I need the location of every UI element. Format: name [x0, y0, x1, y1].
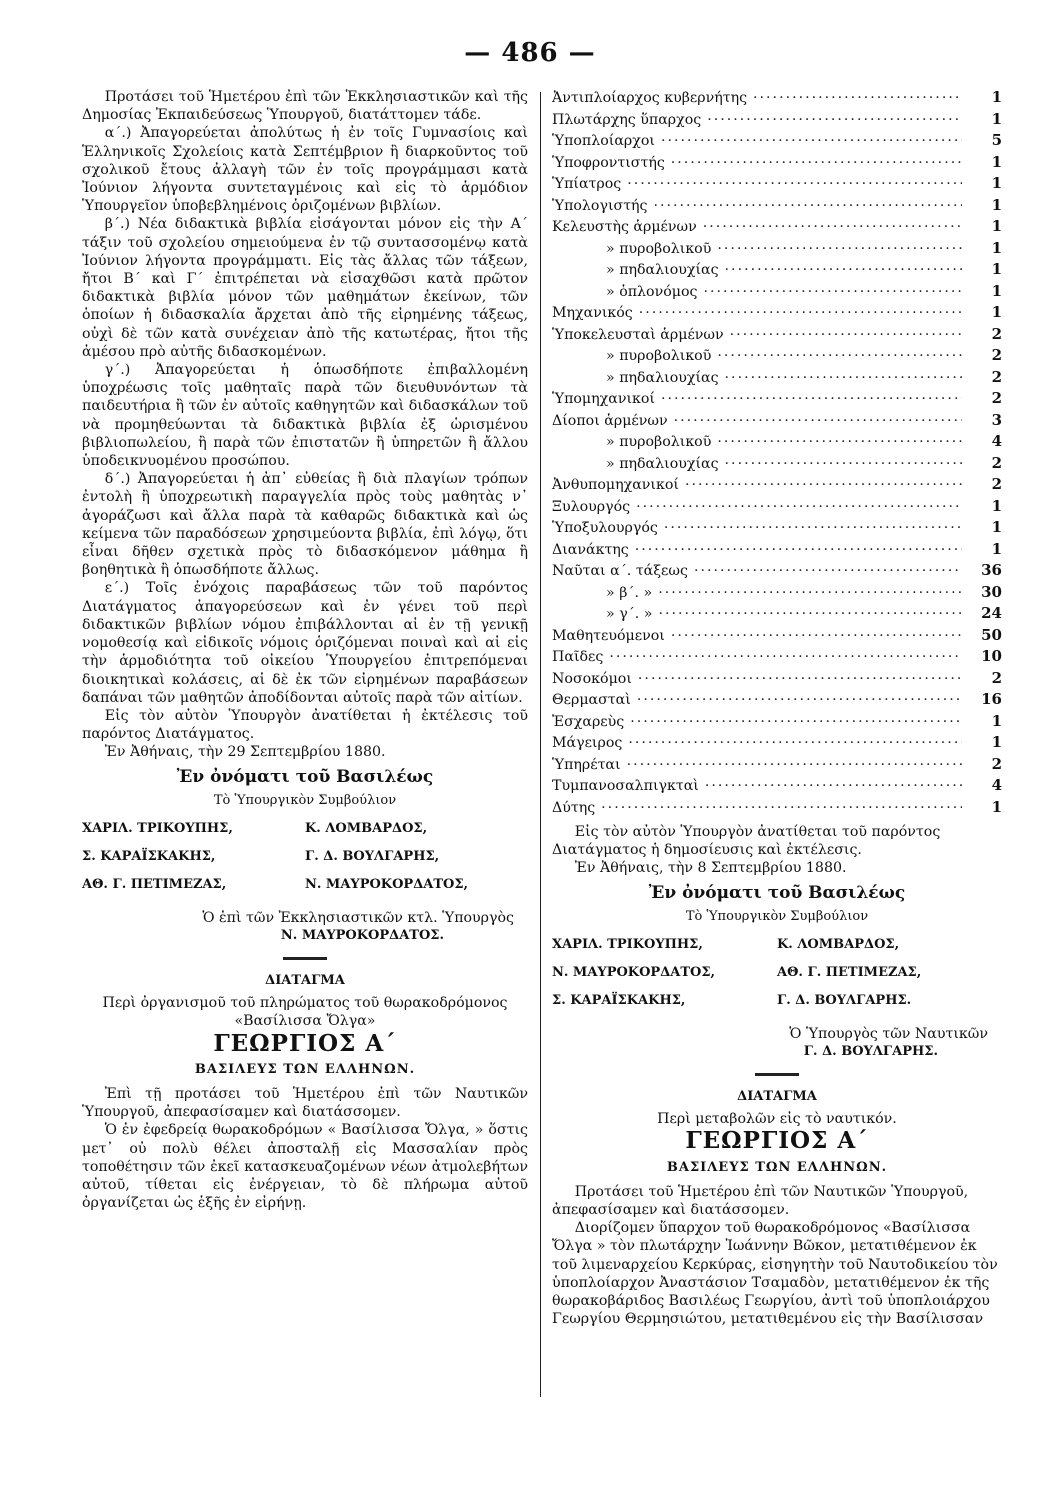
left-king-name: ΓΕΩΡΓΙΟΣ Α΄: [213, 1029, 397, 1057]
crew-role: Δίοποι ἁρμένων: [552, 412, 668, 429]
left-date: Ἐν Ἀθήναις, τὴν 29 Σεπτεμβρίου 1880.: [104, 744, 386, 761]
dot-leader: [707, 111, 962, 129]
left-decree-paragraph: Ὁ ἐν ἐφεδρείᾳ θωρακοδρόμων « Βασίλισσα Ὄλγα, » ὅστις μετ᾽ οὐ πολὺ θέλει ἀποσταλῇ εἰς Μασσαλίαν πρὸς τοποθέτησιν τῶν ἐκεῖ κατασκευαζομένων νέων ἀτμολεβήτων αὐτοῦ, τίθεται εἰς ἐνέργειαν, τὸ δὲ πλήρωμα αὐτοῦ ὀργανίζεται ὡς ἑξῆς ἐν εἰρήνῃ.: [82, 1122, 528, 1212]
right-date: Ἐν Ἀθήναις, τὴν 8 Σεπτεμβρίου 1880.: [574, 860, 847, 877]
dot-leader: [628, 734, 962, 752]
crew-count: 4: [991, 432, 1002, 450]
signatory: Σ. ΚΑΡΑΪΣΚΑΚΗΣ,: [552, 993, 686, 1009]
crew-role: » πηδαλιουχίας: [606, 455, 719, 472]
crew-count: 2: [991, 475, 1002, 493]
crew-count: 1: [991, 711, 1002, 730]
crew-role: Διανάκτης: [552, 541, 629, 558]
signatory: ΧΑΡΙΛ. ΤΡΙΚΟΥΠΗΣ,: [82, 820, 233, 836]
dot-leader: [661, 132, 962, 150]
crew-row: [552, 282, 1002, 304]
dot-leader: [627, 175, 962, 193]
dot-leader: [703, 218, 962, 236]
left-king-title: ΒΑΣΙΛΕΥΣ ΤΩΝ ΕΛΛΗΝΩΝ.: [194, 1061, 416, 1077]
crew-count: 1: [991, 539, 1002, 558]
dot-leader: [635, 541, 962, 559]
dot-leader: [753, 89, 962, 107]
right-section-rule: [755, 1073, 799, 1076]
left-minister-title: Ὁ ἐπὶ τῶν Ἐκκλησιαστικῶν κτλ. Ὑπουργὸς: [202, 909, 514, 926]
crew-role: » πηδαλιουχίας: [606, 262, 719, 278]
crew-role: » β΄. »: [606, 584, 653, 601]
crew-row: [552, 217, 1002, 239]
signatory: Γ. Δ. ΒΟΥΛΓΑΡΗΣ,: [305, 849, 440, 865]
crew-row: [552, 303, 1002, 325]
crew-count: 2: [991, 668, 1002, 687]
dot-leader: [658, 605, 962, 623]
crew-count: 2: [991, 346, 1002, 364]
right-minister-name: Γ. Δ. ΒΟΥΛΓΑΡΗΣ.: [803, 1043, 938, 1059]
left-minister-name: Ν. ΜΑΥΡΟΚΟΡΔΑΤΟΣ.: [280, 927, 444, 943]
dot-leader: [717, 240, 962, 258]
right-decree-subject: Περὶ μεταβολῶν εἰς τὸ ναυτικόν.: [657, 1111, 897, 1128]
crew-count: 2: [991, 754, 1002, 773]
crew-row: [552, 432, 1002, 454]
crew-row: [552, 497, 1002, 519]
left-signatories: [82, 820, 528, 895]
crew-count: 2: [991, 324, 1002, 343]
dot-leader: [725, 261, 962, 279]
crew-count: 1: [991, 195, 1002, 214]
crew-role: Μαθητευόμενοι: [552, 627, 665, 644]
left-in-name-of-king: Ἐν ὀνόματι τοῦ Βασιλέως: [176, 766, 434, 787]
right-execution-clause: Εἰς τὸν αὐτὸν Ὑπουργὸν ἀνατίθεται τοῦ παρόντος Διατάγματος ἡ δημοσίευσις καὶ ἐκτέλεσις.: [552, 824, 941, 859]
signatory: Κ. ΛΟΜΒΑΡΔΟΣ,: [777, 937, 900, 953]
dot-leader: [705, 777, 962, 795]
dot-leader: [630, 713, 962, 731]
crew-role: Ἐσχαρεὺς: [552, 713, 625, 730]
crew-role: Δύτης: [552, 799, 596, 816]
dot-leader: [725, 369, 962, 387]
crew-count: 1: [991, 217, 1002, 235]
crew-row: [552, 755, 1002, 777]
crew-count: 1: [991, 109, 1002, 128]
left-paragraph-d: δ΄.) Ἀπαγορεύεται ἡ ἀπ᾽ εὐθείας ἢ διὰ πλαγίων τρόπων ἐντολὴ ἢ ὑποχρεωτικὴ παραγγελία πρὸς τοὺς μαθητὰς ν᾽ ἀγοράζωσι καὶ ἄλλα παρὰ τὰ καθαρῶς διδακτικὰ καὶ ὡς κείμενα τῶν παραδόσεων χρησιμεύοντα βιβλία, ἐπὶ λόγῳ, ὅτι εἶναι δῆθεν σχετικὰ πρὸς τὸ διδασκόμενον μάθημα ἢ βοηθητικὰ ἢ ὁπωσδήποτε ἄλλως.: [82, 471, 528, 579]
dot-leader: [703, 283, 962, 301]
left-intro: Προτάσει τοῦ Ἡμετέρου ἐπὶ τῶν Ἐκκλησιαστικῶν καὶ τῆς Δημοσίας Ἐκπαιδεύσεως Ὑπουργοῦ, διατάττομεν τάδε.: [82, 89, 528, 124]
right-decree-paragraph: Διορίζομεν ὕπαρχον τοῦ θωρακοδρόμονος «Βασίλισσα Ὄλγα » τὸν πλωτάρχην Ἰωάννην Βῶκον, μετατιθέμενον ἐκ τοῦ λιμεναρχείου Κερκύρας, εἰσηγητὴν τοῦ Ναυτοδικείου τὸν ὑποπλοίαρχον Ἀναστάσιον Τσαμαδὸν, μετατιθέμενον ἐκ τῆς θωρακοβάριδος Βασιλέως Γεωργίου, ἀντὶ τοῦ ὑποπλοιάρχου Γεωργίου Θερμησιώτου, μετατιθεμένου εἰς τὴν Βασίλισσαν: [552, 1220, 998, 1328]
left-council-heading: Τὸ Ὑπουργικὸν Συμβούλιον: [213, 792, 397, 808]
crew-role: Ξυλουργός: [552, 498, 631, 515]
right-king-title: ΒΑΣΙΛΕΥΣ ΤΩΝ ΕΛΛΗΝΩΝ.: [666, 1159, 888, 1175]
crew-row: [552, 776, 1002, 798]
crew-row: [552, 411, 1002, 433]
crew-count: 1: [991, 797, 1002, 816]
right-king-name: ΓΕΩΡΓΙΟΣ Α΄: [685, 1127, 869, 1155]
dot-leader: [685, 476, 962, 494]
crew-row: [552, 153, 1002, 175]
crew-count: 1: [991, 238, 1002, 257]
crew-role: Μάγειρος: [552, 735, 623, 751]
crew-role: » πυροβολικοῦ: [606, 240, 712, 257]
crew-count: 2: [991, 389, 1002, 407]
crew-row: [552, 389, 1002, 411]
right-decree-heading: ΔΙΑΤΑΓΜΑ: [737, 1089, 817, 1105]
crew-row: [552, 346, 1002, 368]
dot-leader: [694, 562, 962, 580]
crew-role: » πυροβολικοῦ: [606, 348, 712, 364]
crew-role: Ὑπίατρος: [552, 176, 622, 192]
crew-count: 1: [991, 152, 1002, 171]
crew-count: 24: [981, 604, 1002, 622]
right-signatories: [552, 936, 1002, 1011]
crew-row: [552, 561, 1002, 583]
crew-count: 1: [991, 88, 1002, 106]
dot-leader: [654, 197, 963, 215]
dot-leader: [639, 304, 962, 322]
left-execution-clause: Εἰς τὸν αὐτὸν Ὑπουργὸν ἀνατίθεται ἡ ἐκτέλεσις τοῦ παρόντος Διατάγματος.: [82, 707, 528, 743]
page-number: — 486 —: [464, 38, 596, 68]
crew-role: Ὑπολογιστής: [552, 197, 648, 214]
crew-row: [552, 196, 1002, 218]
right-in-name-of-king: Ἐν ὀνόματι τοῦ Βασιλέως: [648, 882, 906, 903]
left-decree-heading: ΔΙΑΤΑΓΜΑ: [265, 972, 345, 988]
crew-role: Κελευστὴς ἁρμένων: [552, 219, 697, 235]
dot-leader: [638, 670, 962, 688]
crew-role: Μηχανικός: [552, 305, 633, 321]
crew-row: [552, 325, 1002, 347]
crew-row: [552, 733, 1002, 755]
crew-row: [552, 798, 1002, 820]
crew-row: [552, 669, 1002, 691]
crew-role: Ὑπηρέται: [552, 756, 621, 773]
dot-leader: [636, 498, 962, 516]
right-minister-title: Ὁ Ὑπουργὸς τῶν Ναυτικῶν: [789, 1025, 988, 1042]
crew-role: Ὑποπλοίαρχοι: [552, 133, 655, 149]
crew-count: 4: [991, 776, 1002, 794]
crew-count: 1: [991, 174, 1002, 192]
dot-leader: [661, 390, 962, 408]
left-decree-subject: Περὶ ὀργανισμοῦ τοῦ πληρώματος τοῦ θωρακοδρόμονος «Βασίλισσα Ὄλγα»: [102, 995, 508, 1030]
crew-row: [552, 88, 1002, 110]
crew-count: 1: [991, 260, 1002, 278]
crew-row: [552, 368, 1002, 390]
crew-role: Τυμπανοσαλπιγκταὶ: [552, 778, 699, 794]
signatory: ΧΑΡΙΛ. ΤΡΙΚΟΥΠΗΣ,: [552, 937, 703, 953]
crew-count: 1: [991, 281, 1002, 300]
crew-count: 36: [981, 561, 1002, 579]
crew-row: [552, 647, 1002, 669]
crew-row: [552, 239, 1002, 261]
dot-leader: [601, 799, 962, 817]
dot-leader: [637, 691, 962, 709]
crew-role: Παῖδες: [552, 649, 604, 665]
left-paragraph-a: α΄.) Ἀπαγορεύεται ἀπολύτως ἡ ἐν τοῖς Γυμνασίοις καὶ Ἑλληνικοῖς Σχολείοις κατὰ Σεπτέμβριον ἢ διαρκοῦντος τοῦ σχολικοῦ ἔτους ἀλλαγὴ τῶν ἐν τοῖς προγράμμασι κατὰ Ἰούνιον λήγοντα συντεταγμένοις καὶ εἰς τὸ ἁρμόδιον Ὑπουργεῖον ὑποβεβλημένοις ὁριζομένων βιβλίων.: [82, 125, 528, 215]
crew-row: [552, 110, 1002, 132]
dot-leader: [730, 326, 962, 344]
crew-row: [552, 583, 1002, 605]
column-divider: [540, 92, 541, 1397]
dot-leader: [609, 648, 962, 666]
crew-count: 5: [991, 131, 1002, 149]
right-council-heading: Τὸ Ὑπουργικὸν Συμβούλιον: [685, 908, 869, 924]
crew-row: [552, 518, 1002, 540]
dot-leader: [717, 347, 962, 365]
left-column: [82, 88, 528, 1212]
crew-row: [552, 475, 1002, 497]
right-column: [552, 88, 1002, 1328]
crew-count: 1: [991, 496, 1002, 515]
signatory: Σ. ΚΑΡΑΪΣΚΑΚΗΣ,: [82, 849, 216, 865]
left-paragraph-b: β΄.) Νέα διδακτικὰ βιβλία εἰσάγονται μόνον εἰς τὴν Α΄ τάξιν τοῦ σχολείου σημειούμενα ἐν τῷ συντασσομένῳ κατὰ Ἰούνιον λήγοντα προγράμματι. Εἰς τὰς ἄλλας τῶν τάξεων, ἤτοι Β΄ καὶ Γ΄ ἐπιτρέπεται νὰ εἰσαχθῶσι κατὰ πρῶτον διδακτικὰ βιβλία μόνον τῶν μαθημάτων ἐκείνων, τῶν ὁποίων ἡ διδασκαλία ἄρχεται ἀπὸ τῆς εἰρημένης τάξεως, οὐχὶ δὲ τῶν κατὰ συνέχειαν ἀπὸ τῆς κατωτέρας, ἤτοι τῆς ἀμέσου πρὸ αὐτῆς διδασκομένων.: [82, 216, 528, 360]
crew-table: [552, 88, 1002, 819]
crew-row: [552, 131, 1002, 153]
signatory: Κ. ΛΟΜΒΑΡΔΟΣ,: [305, 820, 428, 836]
dot-leader: [664, 519, 962, 537]
dot-leader: [671, 154, 962, 172]
right-decree-paragraph: Προτάσει τοῦ Ἡμετέρου ἐπὶ τῶν Ναυτικῶν Ὑπουργοῦ, ἀπεφασίσαμεν καὶ διατάσσομεν.: [552, 1183, 969, 1219]
left-section-rule: [283, 957, 327, 960]
crew-count: 1: [991, 518, 1002, 536]
crew-role: Ναῦται α΄. τάξεως: [552, 563, 688, 579]
crew-count: 1: [991, 303, 1002, 321]
crew-row: [552, 174, 1002, 196]
crew-role: Ἀντιπλοίαρχος κυβερνήτης: [552, 90, 748, 106]
crew-role: Ὑποφροντιστής: [552, 154, 665, 171]
crew-row: [552, 604, 1002, 626]
left-decree-paragraph: Ἐπὶ τῇ προτάσει τοῦ Ἡμετέρου ἐπὶ τῶν Ναυτικῶν Ὑπουργοῦ, ἀπεφασίσαμεν καὶ διατάσσομεν.: [82, 1085, 528, 1121]
crew-role: Νοσοκόμοι: [552, 670, 632, 687]
crew-count: 16: [981, 690, 1002, 708]
signatory: Ν. ΜΑΥΡΟΚΟΡΔΑΤΟΣ,: [305, 877, 469, 893]
crew-row: [552, 260, 1002, 282]
crew-role: Ὑποκελευσταὶ ἁρμένων: [552, 326, 724, 343]
dot-leader: [674, 412, 962, 430]
crew-count: 30: [981, 582, 1002, 601]
crew-role: Ὑπομηχανικοί: [552, 391, 655, 407]
dot-leader: [717, 433, 962, 451]
crew-role: » ὁπλονόμος: [606, 283, 698, 300]
dot-leader: [671, 627, 962, 645]
crew-count: 3: [991, 410, 1002, 429]
crew-row: [552, 540, 1002, 562]
crew-row: [552, 690, 1002, 712]
signatory: Γ. Δ. ΒΟΥΛΓΑΡΗΣ.: [777, 993, 912, 1009]
crew-row: [552, 712, 1002, 734]
crew-role: Ὑποξυλουργός: [552, 520, 658, 536]
crew-count: 1: [991, 733, 1002, 751]
crew-row: [552, 626, 1002, 648]
crew-count: 50: [981, 625, 1002, 644]
dot-leader: [725, 455, 962, 473]
crew-role: Ἀνθυπομηχανικοί: [552, 477, 679, 493]
crew-count: 2: [991, 367, 1002, 386]
crew-row: [552, 454, 1002, 476]
left-paragraph-c: γ΄.) Ἀπαγορεύεται ἡ ὁπωσδήποτε ἐπιβαλλομένη ὑποχρέωσις τοῖς μαθηταῖς παρὰ τῶν διευθυνόντων τὰ παιδευτήρια ἢ τῶν ἐν αὐτοῖς καθηγητῶν καὶ διδασκάλων τοῦ νὰ προμηθεύωνται τὰ διδακτικὰ βιβλία ἐξ ὡρισμένου βιβλιοπωλείου, ἢ παρὰ τῶν ἐπιστατῶν ἢ ὑπηρετῶν ἢ ἄλλου ὑποδεικνυομένου προσώπου.: [82, 362, 528, 470]
crew-role: Θερμασταὶ: [552, 692, 631, 708]
crew-role: Πλωτάρχης ὕπαρχος: [552, 111, 702, 128]
dot-leader: [658, 584, 962, 602]
signatory: ΑΘ. Γ. ΠΕΤΙΜΕΖΑΣ,: [777, 965, 922, 981]
dot-leader: [627, 756, 962, 774]
signatory: Ν. ΜΑΥΡΟΚΟΡΔΑΤΟΣ,: [552, 965, 716, 981]
crew-count: 2: [991, 453, 1002, 472]
signatory: ΑΘ. Γ. ΠΕΤΙΜΕΖΑΣ,: [82, 877, 227, 893]
crew-count: 10: [981, 647, 1002, 665]
crew-role: » πηδαλιουχίας: [606, 369, 719, 386]
crew-role: » γ΄. »: [606, 606, 653, 622]
crew-role: » πυροβολικοῦ: [606, 434, 712, 450]
left-paragraph-e: ε΄.) Τοῖς ἐνόχοις παραβάσεως τῶν τοῦ παρόντος Διατάγματος ἀπαγορεύσεων καὶ ἐν γένει τοῦ περὶ διδακτικῶν βιβλίων νόμου ἐπιβάλλονται αἱ ἐν τῇ γενικῇ νομοθεσίᾳ καὶ εἰδικοῖς νόμοις ὁριζόμεναι ποιναὶ καὶ αἱ εἰς τὴν ἁρμοδιότητα τοῦ οἰκείου Ὑπουργείου ἐπιτρεπόμεναι διοικητικαὶ κολάσεις, αἱ δὲ ἐκ τῶν εἰρημένων παραβάσεων δαπάναι τῶν μαθητῶν ἀποδίδονται αὐτοῖς παρὰ τῶν αἰτίων.: [82, 580, 528, 706]
